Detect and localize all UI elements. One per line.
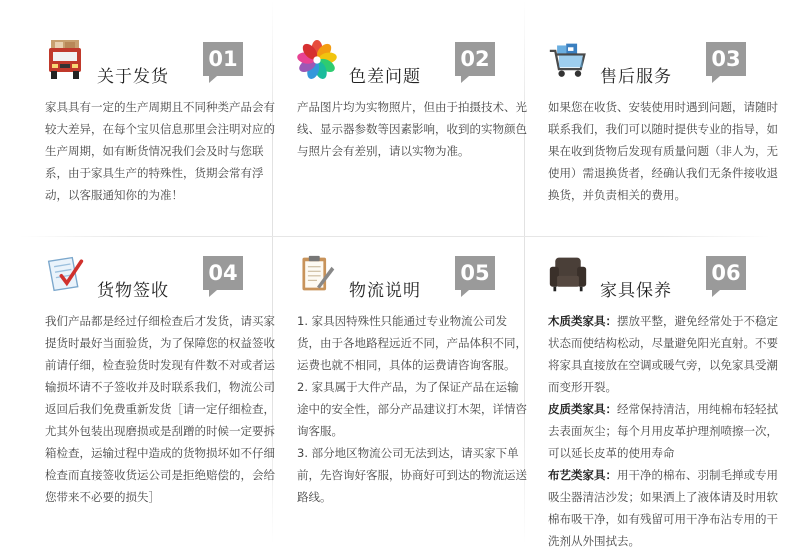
armchair-icon — [548, 252, 588, 296]
card-number-badge: 02 — [455, 42, 495, 76]
logistics-item: 2. 家具属于大件产品，为了保证产品在运输途中的安全性，部分产品建议打木架，详情咨询客服。 — [297, 380, 527, 438]
care-text: 用干净的棉布、羽制毛掸或专用吸尘器清洁沙发；如果洒上了液体请及时用软棉布吸干净，如有残留可用干净布沾专用的干洗剂从外围拭去。 — [548, 468, 778, 548]
care-item-wood — [548, 310, 780, 398]
logistics-item: 1. 家具因特殊性只能通过专业物流公司发货，由于各地路程远近不同，产品体积不同，运费也就不相同，具体的运费请咨询客服。 — [297, 314, 527, 372]
card-text — [548, 310, 780, 552]
card-receipt — [45, 252, 285, 508]
card-text — [297, 310, 529, 508]
delivery-truck-icon — [45, 38, 85, 82]
care-item-fabric — [548, 464, 780, 552]
card-title: 货物签收 — [97, 281, 169, 301]
card-number-badge: 01 — [203, 42, 243, 76]
card-title: 售后服务 — [600, 67, 672, 87]
card-furniture-care — [548, 252, 788, 552]
care-label: 皮质类家具： — [548, 402, 617, 416]
row-divider — [20, 236, 770, 237]
card-text: 如果您在收货、安装使用时遇到问题，请随时联系我们，我们可以随时提供专业的指导，如果在收到货物后发现有质量问题（非人为，无使用）需退换货者，经确认我们无条件接收退换货，并负责相关的费用。 — [548, 100, 778, 202]
care-label: 木质类家具： — [548, 314, 617, 328]
card-text: 产品图片均为实物照片，但由于拍摄技术、光线、显示器参数等因素影响，收到的实物颜色与照片会有差别，请以实物为准。 — [297, 100, 527, 158]
card-after-sales — [548, 38, 788, 206]
logistics-item: 3. 部分地区物流公司无法到达，请买家下单前，先咨询好客服，协商好可到达的物流运送路线。 — [297, 446, 527, 504]
card-text: 我们产品都是经过仔细检查后才发货，请买家提货时最好当面验货，为了保障您的权益签收前请仔细，检查验货时发现有件数不对或者运输损坏请不子签收并及时联系我们，物流公司返回后我们免费重新发货［请一定仔细检查，尤其外包装出现磨损或是刮蹭的时候一定要拆箱检查，运输过程中造成的货物损坏如不仔细检查而直接签收货运公司是拒绝赔偿的，会给您带来不必要的损失］ — [45, 314, 275, 504]
card-number-badge: 04 — [203, 256, 243, 290]
color-flower-icon — [297, 38, 337, 82]
card-title: 色差问题 — [349, 67, 421, 87]
card-title: 物流说明 — [349, 281, 421, 301]
card-title: 家具保养 — [600, 281, 672, 301]
care-label: 布艺类家具： — [548, 468, 617, 482]
clipboard-pen-icon — [297, 252, 337, 296]
checklist-icon — [45, 252, 85, 296]
card-shipping — [45, 38, 285, 206]
card-color-difference — [297, 38, 537, 162]
card-number-badge: 03 — [706, 42, 746, 76]
card-text: 家具具有一定的生产周期且不同种类产品会有较大差异，在每个宝贝信息那里会注明对应的生产周期，如有断货情况我们会及时与您联系，由于家具生产的特殊性，货期会常有浮动，以客服通知你的为准！ — [45, 100, 275, 202]
card-number-badge: 05 — [455, 256, 495, 290]
shopping-cart-icon — [548, 38, 588, 82]
card-title: 关于发货 — [97, 67, 169, 87]
care-text: 经常保持清洁，用纯棉布轻轻拭去表面灰尘；每个月用皮革护理剂喷擦一次，可以延长皮革的使用寿命 — [548, 402, 778, 460]
care-item-leather — [548, 398, 780, 464]
care-text: 摆放平整，避免经常处于不稳定状态而使结构松动，尽量避免阳光直射。不要将家具直接放在空调或暖气旁，以免家具受潮而变形开裂。 — [548, 314, 778, 394]
card-number-badge: 06 — [706, 256, 746, 290]
card-logistics — [297, 252, 537, 508]
